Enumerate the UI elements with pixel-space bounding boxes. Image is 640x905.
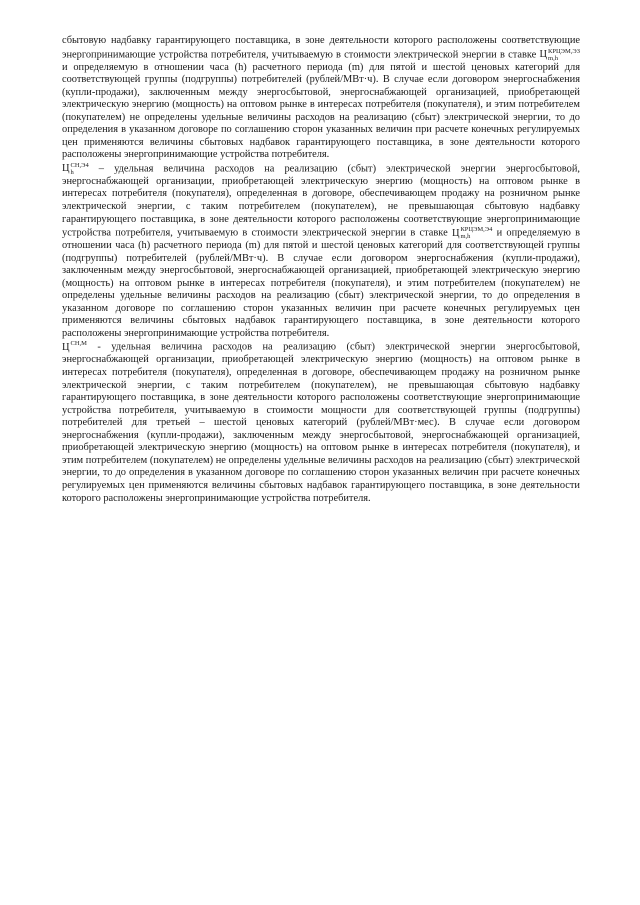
paragraph-text: сбытовую надбавку гарантирующего поставщика, в зоне деятельности которого расположены соответствующие энергопринимающие устройства потребителя, учитываемую в стоимости электрической энергии в ставке xyxy=(62,35,580,60)
formula-symbol xyxy=(62,163,89,174)
formula-subscript: m,h xyxy=(548,54,558,62)
formula-symbol-base: Ц xyxy=(451,227,460,239)
formula-symbol xyxy=(540,49,580,60)
formula-superscript: КРЦЭМ,Э4 xyxy=(460,226,493,234)
formula-indices xyxy=(71,340,87,354)
formula-subscript: m,h xyxy=(460,233,471,241)
formula-indices xyxy=(548,48,580,62)
document-body xyxy=(62,35,580,505)
paragraph-text: и определяемую в отношении часа (h) расчетного периода (m) для пятой и шестой ценовых категорий для соответствующей группы (подгруппы) потребителей (рублей/МВт·ч). В случае если договором энергоснабжения (купли-продажи), заключенным между энергосбытовой, энергоснабжающей организацией, приобретающей электрическую энергию (мощность) на оптовом рынке в интересах потребителя (покупателя), и этим потребителем (покупателем) не определены удельные величины расходов на реализацию (сбыт) электрической энергии, то до определения в указанном договоре по соглашению сторон указанных величин при расчете конечных регулируемых цен применяются величины сбытовых надбавок гарантирующего поставщика, в зоне деятельности которого расположены энергопринимающие устройства потребителя. xyxy=(62,61,580,161)
formula-indices xyxy=(460,226,492,240)
formula-subscript: h xyxy=(70,168,74,176)
paragraph-text: – удельная величина расходов на реализацию (сбыт) электрической энергии энергосбытовой, энергоснабжающей организации, приобретающей электрическую энергию (мощность) на оптовом рынке в интересах потребителя (покупателя), определенная в договоре, обеспечивающем продажу на розничном рынке электрической энергии, с таким потребителем (покупателем), не превышающая сбытовую надбавку гарантирующего поставщика, в зоне деятельности которого расположены соответствующие энергопринимающие устройства потребителя, учитываемую в стоимости электрической энергии в ставке xyxy=(62,163,580,239)
formula-superscript: КРЦЭМ,ЭЗ xyxy=(548,47,580,55)
formula-symbol xyxy=(452,228,492,239)
formula-indices xyxy=(71,162,89,176)
formula-superscript: СН,М xyxy=(70,340,87,348)
formula-superscript: СН,Э4 xyxy=(70,161,89,169)
formula-symbol-base: Ц xyxy=(539,48,548,60)
paragraph-p3 xyxy=(62,340,580,505)
formula-symbol xyxy=(62,342,87,353)
formula-subscript xyxy=(71,347,87,354)
paragraph-text: - удельная величина расходов на реализацию (сбыт) электрической энергии энергосбытовой, энергоснабжающей организации, приобретающей электрическую энергию (мощность) на оптовом рынке в интересах потребителя (покупателя), определенная в договоре, обеспечивающем продажу на розничном рынке электрической энергии, с таким потребителем (покупателем), не превышающая сбытовую надбавку гарантирующего поставщика, в зоне деятельности которого расположены соответствующие энергопринимающие устройства потребителя, учитываемую в стоимости мощности для соответствующей группы (подгруппы) потребителей для третьей – шестой ценовых категорий (рублей/МВт·мес). В случае если договором энергоснабжения (купли-продажи), заключенным между энергосбытовой, энергоснабжающей организацией, приобретающей электрическую энергию (мощность) на оптовом рынке в интересах потребителя (покупателя), и этим потребителем (покупателем) не определены удельные величины расходов на реализацию (сбыт) электрической энергии, то до определения в указанном договоре по соглашению сторон указанных величин при расчете конечных регулируемых цен применяются величины сбытовых надбавок гарантирующего поставщика, в зоне деятельности которого расположены энергопринимающие устройства потребителя. xyxy=(62,341,580,504)
paragraph-p2 xyxy=(62,162,580,341)
paragraph-text: и определяемую в отношении часа (h) расчетного периода (m) для пятой и шестой ценовых категорий для соответствующей группы (подгруппы) потребителей (рублей/МВт·ч). В случае если договором энергоснабжения (купли-продажи), заключенным между энергосбытовой, энергоснабжающей организацией, приобретающей электрическую энергию (мощность) на оптовом рынке в интересах потребителя (покупателя), и этим потребителем (покупателем) не определены удельные величины расходов на реализацию (сбыт) электрической энергии, то до определения в указанном договоре по соглашению сторон указанных величин при расчете конечных регулируемых цен применяются величины сбытовых надбавок гарантирующего поставщика, в зоне деятельности которого расположены энергопринимающие устройства потребителя. xyxy=(62,227,580,339)
formula-symbol-base: Ц xyxy=(62,163,70,175)
paragraph-p1 xyxy=(62,35,580,162)
formula-symbol-base: Ц xyxy=(62,341,70,353)
